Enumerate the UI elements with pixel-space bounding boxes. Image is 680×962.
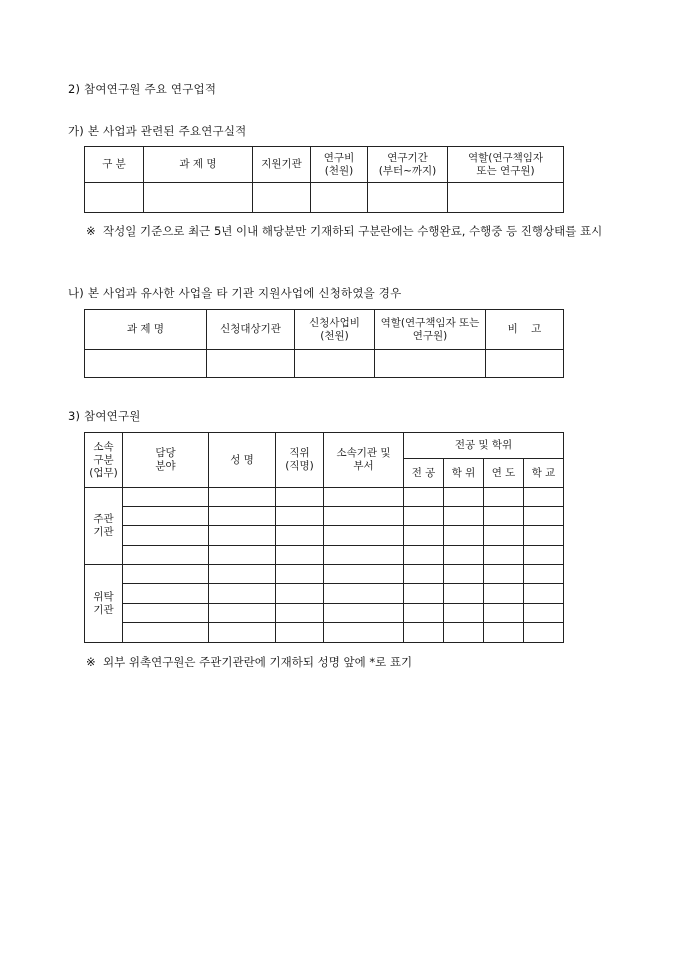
research-results-table — [84, 146, 564, 213]
input-cell[interactable] — [209, 565, 276, 584]
input-cell[interactable] — [484, 488, 524, 507]
header-remarks: 비 고 — [486, 310, 564, 350]
header-year: 연 도 — [484, 459, 524, 488]
header-role: 역할(연구책임자 또는 연구원) — [448, 147, 564, 183]
input-cell[interactable] — [276, 604, 324, 623]
input-cell[interactable] — [123, 604, 209, 623]
input-cell[interactable] — [209, 604, 276, 623]
input-cell[interactable] — [123, 526, 209, 546]
input-cell[interactable] — [207, 350, 295, 378]
input-cell[interactable] — [276, 488, 324, 507]
input-cell[interactable] — [209, 623, 276, 643]
input-cell[interactable] — [123, 488, 209, 507]
input-cell[interactable] — [524, 526, 564, 546]
input-cell[interactable] — [324, 546, 404, 565]
header-major: 전 공 — [404, 459, 444, 488]
note-mark: ※ — [86, 224, 96, 238]
header-school: 학 교 — [524, 459, 564, 488]
input-cell[interactable] — [209, 526, 276, 546]
input-cell[interactable] — [524, 565, 564, 584]
header-major-degree: 전공 및 학위 — [404, 433, 564, 459]
input-cell[interactable] — [444, 526, 484, 546]
input-cell[interactable] — [404, 507, 444, 526]
input-cell[interactable] — [448, 183, 564, 213]
header-role: 역할(연구책임자 또는 연구원) — [375, 310, 486, 350]
note-mark: ※ — [86, 655, 96, 669]
input-cell[interactable] — [276, 546, 324, 565]
header-research-budget: 연구비 (천원) — [311, 147, 368, 183]
input-cell[interactable] — [484, 546, 524, 565]
input-cell[interactable] — [85, 183, 144, 213]
input-cell[interactable] — [144, 183, 253, 213]
input-cell[interactable] — [404, 565, 444, 584]
input-cell[interactable] — [324, 584, 404, 604]
header-field: 담당 분야 — [123, 433, 209, 488]
group-commissioned-institution: 위탁 기관 — [85, 565, 123, 643]
header-funding-agency: 지원기관 — [253, 147, 311, 183]
input-cell[interactable] — [524, 604, 564, 623]
input-cell[interactable] — [123, 623, 209, 643]
input-cell[interactable] — [123, 584, 209, 604]
input-cell[interactable] — [123, 507, 209, 526]
header-project-name: 과 제 명 — [85, 310, 207, 350]
input-cell[interactable] — [444, 623, 484, 643]
header-affiliation-type: 소속 구분 (업무) — [85, 433, 123, 488]
input-cell[interactable] — [324, 623, 404, 643]
input-cell[interactable] — [484, 604, 524, 623]
table-row — [85, 565, 564, 584]
input-cell[interactable] — [404, 488, 444, 507]
input-cell[interactable] — [484, 526, 524, 546]
input-cell[interactable] — [276, 623, 324, 643]
input-cell[interactable] — [524, 507, 564, 526]
header-name: 성 명 — [209, 433, 276, 488]
input-cell[interactable] — [444, 565, 484, 584]
header-institution-dept: 소속기관 및 부서 — [324, 433, 404, 488]
table-header-row — [85, 147, 564, 183]
note-section-3: 외부 위촉연구원은 주관기관란에 기재하되 성명 앞에 *로 표기 — [103, 655, 413, 669]
input-cell[interactable] — [276, 526, 324, 546]
input-cell[interactable] — [524, 584, 564, 604]
table-row — [85, 350, 564, 378]
input-cell[interactable] — [85, 350, 207, 378]
input-cell[interactable] — [276, 507, 324, 526]
table-row — [85, 584, 564, 604]
input-cell[interactable] — [404, 546, 444, 565]
input-cell[interactable] — [324, 565, 404, 584]
table-header-row — [85, 310, 564, 350]
note-ga: 작성일 기준으로 최근 5년 이내 해당분만 기재하되 구분란에는 수행완료, 수행중 등 진행상태를 표시 — [103, 224, 603, 238]
table-header-row — [85, 433, 564, 459]
input-cell[interactable] — [444, 546, 484, 565]
input-cell[interactable] — [276, 584, 324, 604]
participating-researchers-table — [84, 432, 564, 643]
table-row — [85, 488, 564, 507]
subsection-na-title: 나) 본 사업과 유사한 사업을 타 기관 지원사업에 신청하였을 경우 — [68, 286, 402, 300]
input-cell[interactable] — [123, 546, 209, 565]
header-position: 직위 (직명) — [276, 433, 324, 488]
header-research-period: 연구기간 (부터~까지) — [368, 147, 448, 183]
table-row — [85, 604, 564, 623]
input-cell[interactable] — [123, 565, 209, 584]
input-cell[interactable] — [209, 507, 276, 526]
input-cell[interactable] — [444, 488, 484, 507]
input-cell[interactable] — [524, 488, 564, 507]
input-cell[interactable] — [444, 604, 484, 623]
table-row — [85, 546, 564, 565]
table-row — [85, 526, 564, 546]
input-cell[interactable] — [209, 584, 276, 604]
subsection-ga-title: 가) 본 사업과 관련된 주요연구실적 — [68, 124, 247, 138]
header-category: 구 분 — [85, 147, 144, 183]
table-row — [85, 183, 564, 213]
input-cell[interactable] — [484, 623, 524, 643]
input-cell[interactable] — [444, 584, 484, 604]
table-row — [85, 507, 564, 526]
input-cell[interactable] — [404, 526, 444, 546]
input-cell[interactable] — [295, 350, 375, 378]
input-cell[interactable] — [404, 584, 444, 604]
input-cell[interactable] — [324, 507, 404, 526]
input-cell[interactable] — [209, 488, 276, 507]
input-cell[interactable] — [324, 604, 404, 623]
header-project-name: 과 제 명 — [144, 147, 253, 183]
group-lead-institution: 주관 기관 — [85, 488, 123, 565]
input-cell[interactable] — [368, 183, 448, 213]
header-requested-budget: 신청사업비 (천원) — [295, 310, 375, 350]
input-cell[interactable] — [524, 546, 564, 565]
input-cell[interactable] — [253, 183, 311, 213]
input-cell[interactable] — [444, 507, 484, 526]
input-cell[interactable] — [324, 488, 404, 507]
input-cell[interactable] — [324, 526, 404, 546]
header-degree: 학 위 — [444, 459, 484, 488]
similar-application-table — [84, 309, 564, 378]
input-cell[interactable] — [484, 584, 524, 604]
input-cell[interactable] — [484, 507, 524, 526]
input-cell[interactable] — [404, 623, 444, 643]
table-row — [85, 623, 564, 643]
section-3-title: 3) 참여연구원 — [68, 409, 141, 423]
input-cell[interactable] — [375, 350, 486, 378]
input-cell[interactable] — [276, 565, 324, 584]
input-cell[interactable] — [404, 604, 444, 623]
input-cell[interactable] — [209, 546, 276, 565]
input-cell[interactable] — [486, 350, 564, 378]
header-target-agency: 신청대상기관 — [207, 310, 295, 350]
input-cell[interactable] — [484, 565, 524, 584]
input-cell[interactable] — [311, 183, 368, 213]
input-cell[interactable] — [524, 623, 564, 643]
section-2-title: 2) 참여연구원 주요 연구업적 — [68, 82, 217, 96]
